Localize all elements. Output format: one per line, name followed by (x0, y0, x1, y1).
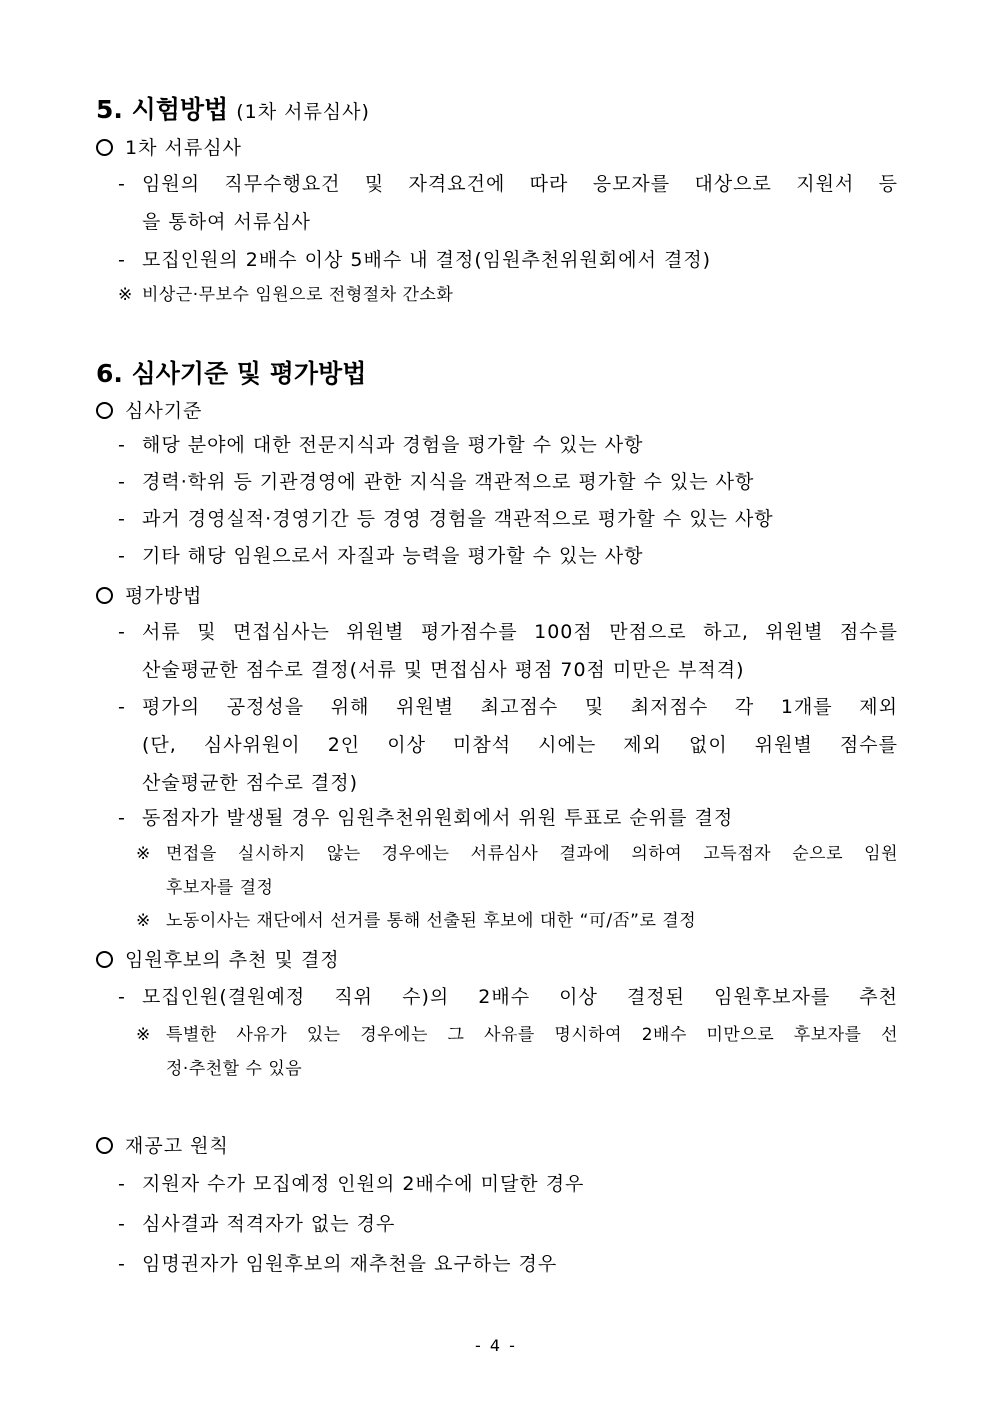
item-text-continued: 산술평균한 점수로 결정) (142, 772, 359, 794)
dash-marker: - (118, 1253, 125, 1275)
dash-marker: - (118, 508, 125, 530)
item-text: 지원자 수가 모집예정 인원의 2배수에 미달한 경우 (142, 1173, 585, 1195)
page-number: - 4 - (475, 1336, 517, 1355)
note-text: 노동이사는 재단에서 선거를 통해 선출된 후보에 대한 “可/否”로 결정 (166, 911, 697, 931)
item-text: 해당 분야에 대한 전문지식과 경험을 평가할 수 있는 사항 (142, 434, 644, 456)
bullet-label: 평가방법 (125, 585, 203, 607)
item-text: 심사결과 적격자가 없는 경우 (142, 1213, 396, 1235)
dash-item (118, 978, 898, 1016)
dash-marker: - (118, 471, 125, 493)
dash-item (118, 688, 898, 802)
dash-item (118, 426, 898, 464)
dash-item (118, 799, 898, 837)
dash-item (118, 463, 898, 501)
note-text: 특별한 사유가 있는 경우에는 그 사유를 명시하여 2배수 미만으로 후보자를 선 (166, 1025, 898, 1045)
note-item (118, 278, 898, 312)
note-text: 비상근·무보수 임원으로 전형절차 간소화 (142, 285, 454, 305)
dash-marker: - (118, 1213, 125, 1235)
item-text: 과거 경영실적·경영기간 등 경영 경험을 객관적으로 평가할 수 있는 사항 (142, 508, 774, 530)
note-marker: ※ (136, 1025, 151, 1045)
item-text: 임명권자가 임원후보의 재추천을 요구하는 경우 (142, 1253, 558, 1275)
note-item (136, 1018, 898, 1086)
item-text-continued: 을 통하여 서류심사 (142, 211, 311, 233)
note-text-continued: 정·추천할 수 있음 (166, 1059, 303, 1079)
item-text: 기타 해당 임원으로서 자질과 능력을 평가할 수 있는 사항 (142, 545, 644, 567)
note-item (136, 837, 898, 905)
dash-item (118, 1165, 898, 1203)
bullet-criteria (96, 396, 202, 423)
bullet-label: 재공고 원칙 (125, 1135, 229, 1157)
dash-marker: - (118, 621, 125, 643)
note-marker: ※ (118, 285, 133, 305)
dash-item (118, 1205, 898, 1243)
circle-bullet-icon (96, 139, 113, 156)
dash-marker: - (118, 696, 125, 718)
dash-marker: - (118, 807, 125, 829)
note-text-continued: 후보자를 결정 (166, 878, 274, 898)
dash-marker: - (118, 1173, 125, 1195)
bullet-label: 1차 서류심사 (125, 137, 242, 159)
dash-item (118, 165, 898, 241)
item-text: 평가의 공정성을 위해 위원별 최고점수 및 최저점수 각 1개를 제외 (142, 696, 898, 718)
dash-marker: - (118, 545, 125, 567)
bullet-rebid (96, 1131, 229, 1158)
dash-item (118, 500, 898, 538)
dash-marker: - (118, 434, 125, 456)
note-text: 면접을 실시하지 않는 경우에는 서류심사 결과에 의하여 고득점자 순으로 임원 (166, 844, 898, 864)
section-5-heading (96, 90, 370, 126)
item-text: 동점자가 발생될 경우 임원추천위원회에서 위원 투표로 순위를 결정 (142, 807, 734, 829)
circle-bullet-icon (96, 587, 113, 604)
circle-bullet-icon (96, 402, 113, 419)
item-text-continued: 산술평균한 점수로 결정(서류 및 면접심사 평점 70점 미만은 부적격) (142, 659, 745, 681)
section-5-title: 5. 시험방법 (96, 95, 229, 124)
item-text: 모집인원(결원예정 직위 수)의 2배수 이상 결정된 임원후보자를 추천 (142, 986, 898, 1008)
dash-marker: - (118, 986, 125, 1008)
item-text-continued: (단, 심사위원이 2인 이상 미참석 시에는 제외 없이 위원별 점수를 (142, 734, 898, 756)
bullet-label: 심사기준 (125, 400, 203, 422)
dash-item (118, 1245, 898, 1283)
dash-marker: - (118, 249, 125, 271)
bullet-document-review (96, 133, 242, 160)
item-text: 모집인원의 2배수 이상 5배수 내 결정(임원추천위원회에서 결정) (142, 249, 712, 271)
bullet-recommendation (96, 945, 340, 972)
item-text: 임원의 직무수행요건 및 자격요건에 따라 응모자를 대상으로 지원서 등 (142, 173, 898, 195)
item-text: 서류 및 면접심사는 위원별 평가점수를 100점 만점으로 하고, 위원별 점수를 (142, 621, 898, 643)
section-6-title: 6. 심사기준 및 평가방법 (96, 359, 367, 388)
note-marker: ※ (136, 844, 151, 864)
dash-item (118, 613, 898, 689)
item-text: 경력·학위 등 기관경영에 관한 지식을 객관적으로 평가할 수 있는 사항 (142, 471, 755, 493)
bullet-evaluation (96, 581, 202, 608)
bullet-label: 임원후보의 추천 및 결정 (125, 949, 340, 971)
circle-bullet-icon (96, 1137, 113, 1154)
dash-marker: - (118, 173, 125, 195)
section-5-subtitle: (1차 서류심사) (236, 101, 370, 123)
dash-item (118, 241, 898, 279)
note-marker: ※ (136, 911, 151, 931)
dash-item (118, 537, 898, 575)
circle-bullet-icon (96, 951, 113, 968)
note-item (136, 904, 898, 938)
section-6-heading (96, 354, 366, 390)
